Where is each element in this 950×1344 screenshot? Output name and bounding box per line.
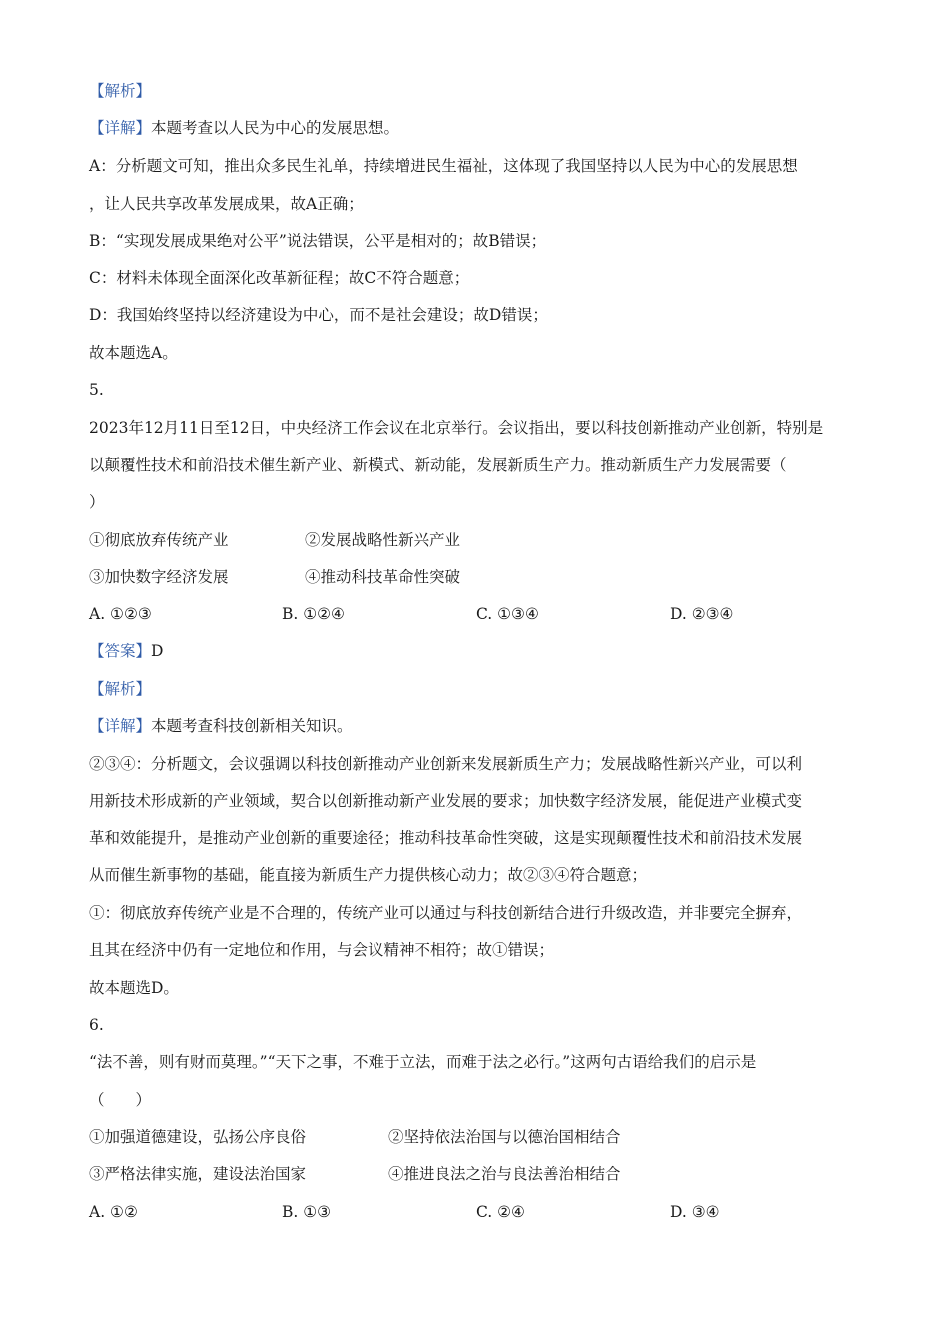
explanation-line: D：我国始终坚持以经济建设为中心，而不是社会建设；故D错误； — [89, 306, 548, 324]
conclusion-line: 故本题选D。 — [89, 979, 179, 997]
answer-line — [89, 640, 163, 662]
question-number: 5. — [89, 381, 104, 399]
question-stem: ） — [89, 493, 105, 511]
explanation-line: 且其在经济中仍有一定地位和作用，与会议精神不相符；故①错误； — [89, 941, 555, 959]
explanation-line: 革和效能提升，是推动产业创新的重要途径；推动科技革命性突破，这是实现颠覆性技术和前沿技术发展 — [89, 829, 803, 847]
explanation-line: C：材料未体现全面深化改革新征程；故C不符合题意； — [89, 269, 470, 287]
choice-b: B. ①②④ — [282, 605, 345, 623]
statement-item: ②发展战略性新兴产业 — [305, 531, 461, 549]
question-number: 6. — [89, 1016, 104, 1034]
answer-value: D — [151, 642, 164, 660]
question-stem: 以颠覆性技术和前沿技术催生新产业、新模式、新动能，发展新质生产力。推动新质生产力发展需要（ — [89, 456, 787, 474]
choice-d: D. ②③④ — [670, 605, 734, 623]
choice-a: A. ①② — [89, 1203, 138, 1221]
choice-c: C. ①③④ — [476, 605, 539, 623]
explanation-line: A：分析题文可知，推出众多民生礼单，持续增进民生福祉，这体现了我国坚持以人民为中心的发展思想 — [89, 157, 798, 175]
choice-c: C. ②④ — [476, 1203, 525, 1221]
statement-item: ①彻底放弃传统产业 — [89, 531, 229, 549]
analysis-tag: 【解析】 — [89, 680, 152, 698]
detail-tag: 【详解】 — [89, 717, 152, 735]
choice-b: B. ①③ — [282, 1203, 332, 1221]
question-stem: （ ） — [89, 1091, 152, 1109]
statement-item: ③严格法律实施，建设法治国家 — [89, 1165, 307, 1183]
detail-line — [89, 715, 353, 737]
choice-d: D. ③④ — [670, 1203, 720, 1221]
question-stem: 2023年12月11日至12日，中央经济工作会议在北京举行。会议指出，要以科技创新推动产业创新，特别是 — [89, 419, 824, 437]
explanation-line: ①：彻底放弃传统产业是不合理的，传统产业可以通过与科技创新结合进行升级改造，并非要完全摒弃， — [89, 904, 803, 922]
statement-item: ④推动科技革命性突破 — [305, 568, 461, 586]
question-stem: “法不善，则有财而莫理。”“天下之事，不难于立法，而难于法之必行。”这两句古语给我们的启示是 — [89, 1053, 757, 1071]
detail-text: 本题考查以人民为中心的发展思想。 — [151, 119, 400, 137]
explanation-line: 用新技术形成新的产业领域，契合以创新推动新产业发展的要求；加快数字经济发展，能促进产业模式变 — [89, 792, 803, 810]
answer-tag: 【答案】 — [89, 642, 152, 660]
explanation-line: 从而催生新事物的基础，能直接为新质生产力提供核心动力；故②③④符合题意； — [89, 866, 648, 884]
detail-text: 本题考查科技创新相关知识。 — [151, 717, 353, 735]
conclusion-line: 故本题选A。 — [89, 344, 178, 362]
choice-a: A. ①②③ — [89, 605, 152, 623]
explanation-line: ，让人民共享改革发展成果，故A正确； — [89, 195, 364, 213]
statement-item: ①加强道德建设，弘扬公序良俗 — [89, 1128, 307, 1146]
analysis-tag: 【解析】 — [89, 82, 152, 100]
statement-item: ②坚持依法治国与以德治国相结合 — [388, 1128, 621, 1146]
explanation-line: B：“实现发展成果绝对公平”说法错误，公平是相对的；故B错误； — [89, 232, 547, 250]
statement-item: ③加快数字经济发展 — [89, 568, 229, 586]
explanation-line: ②③④：分析题文，会议强调以科技创新推动产业创新来发展新质生产力；发展战略性新兴产业，可以利 — [89, 755, 803, 773]
detail-line — [89, 117, 399, 139]
detail-tag: 【详解】 — [89, 119, 152, 137]
statement-item: ④推进良法之治与良法善治相结合 — [388, 1165, 621, 1183]
